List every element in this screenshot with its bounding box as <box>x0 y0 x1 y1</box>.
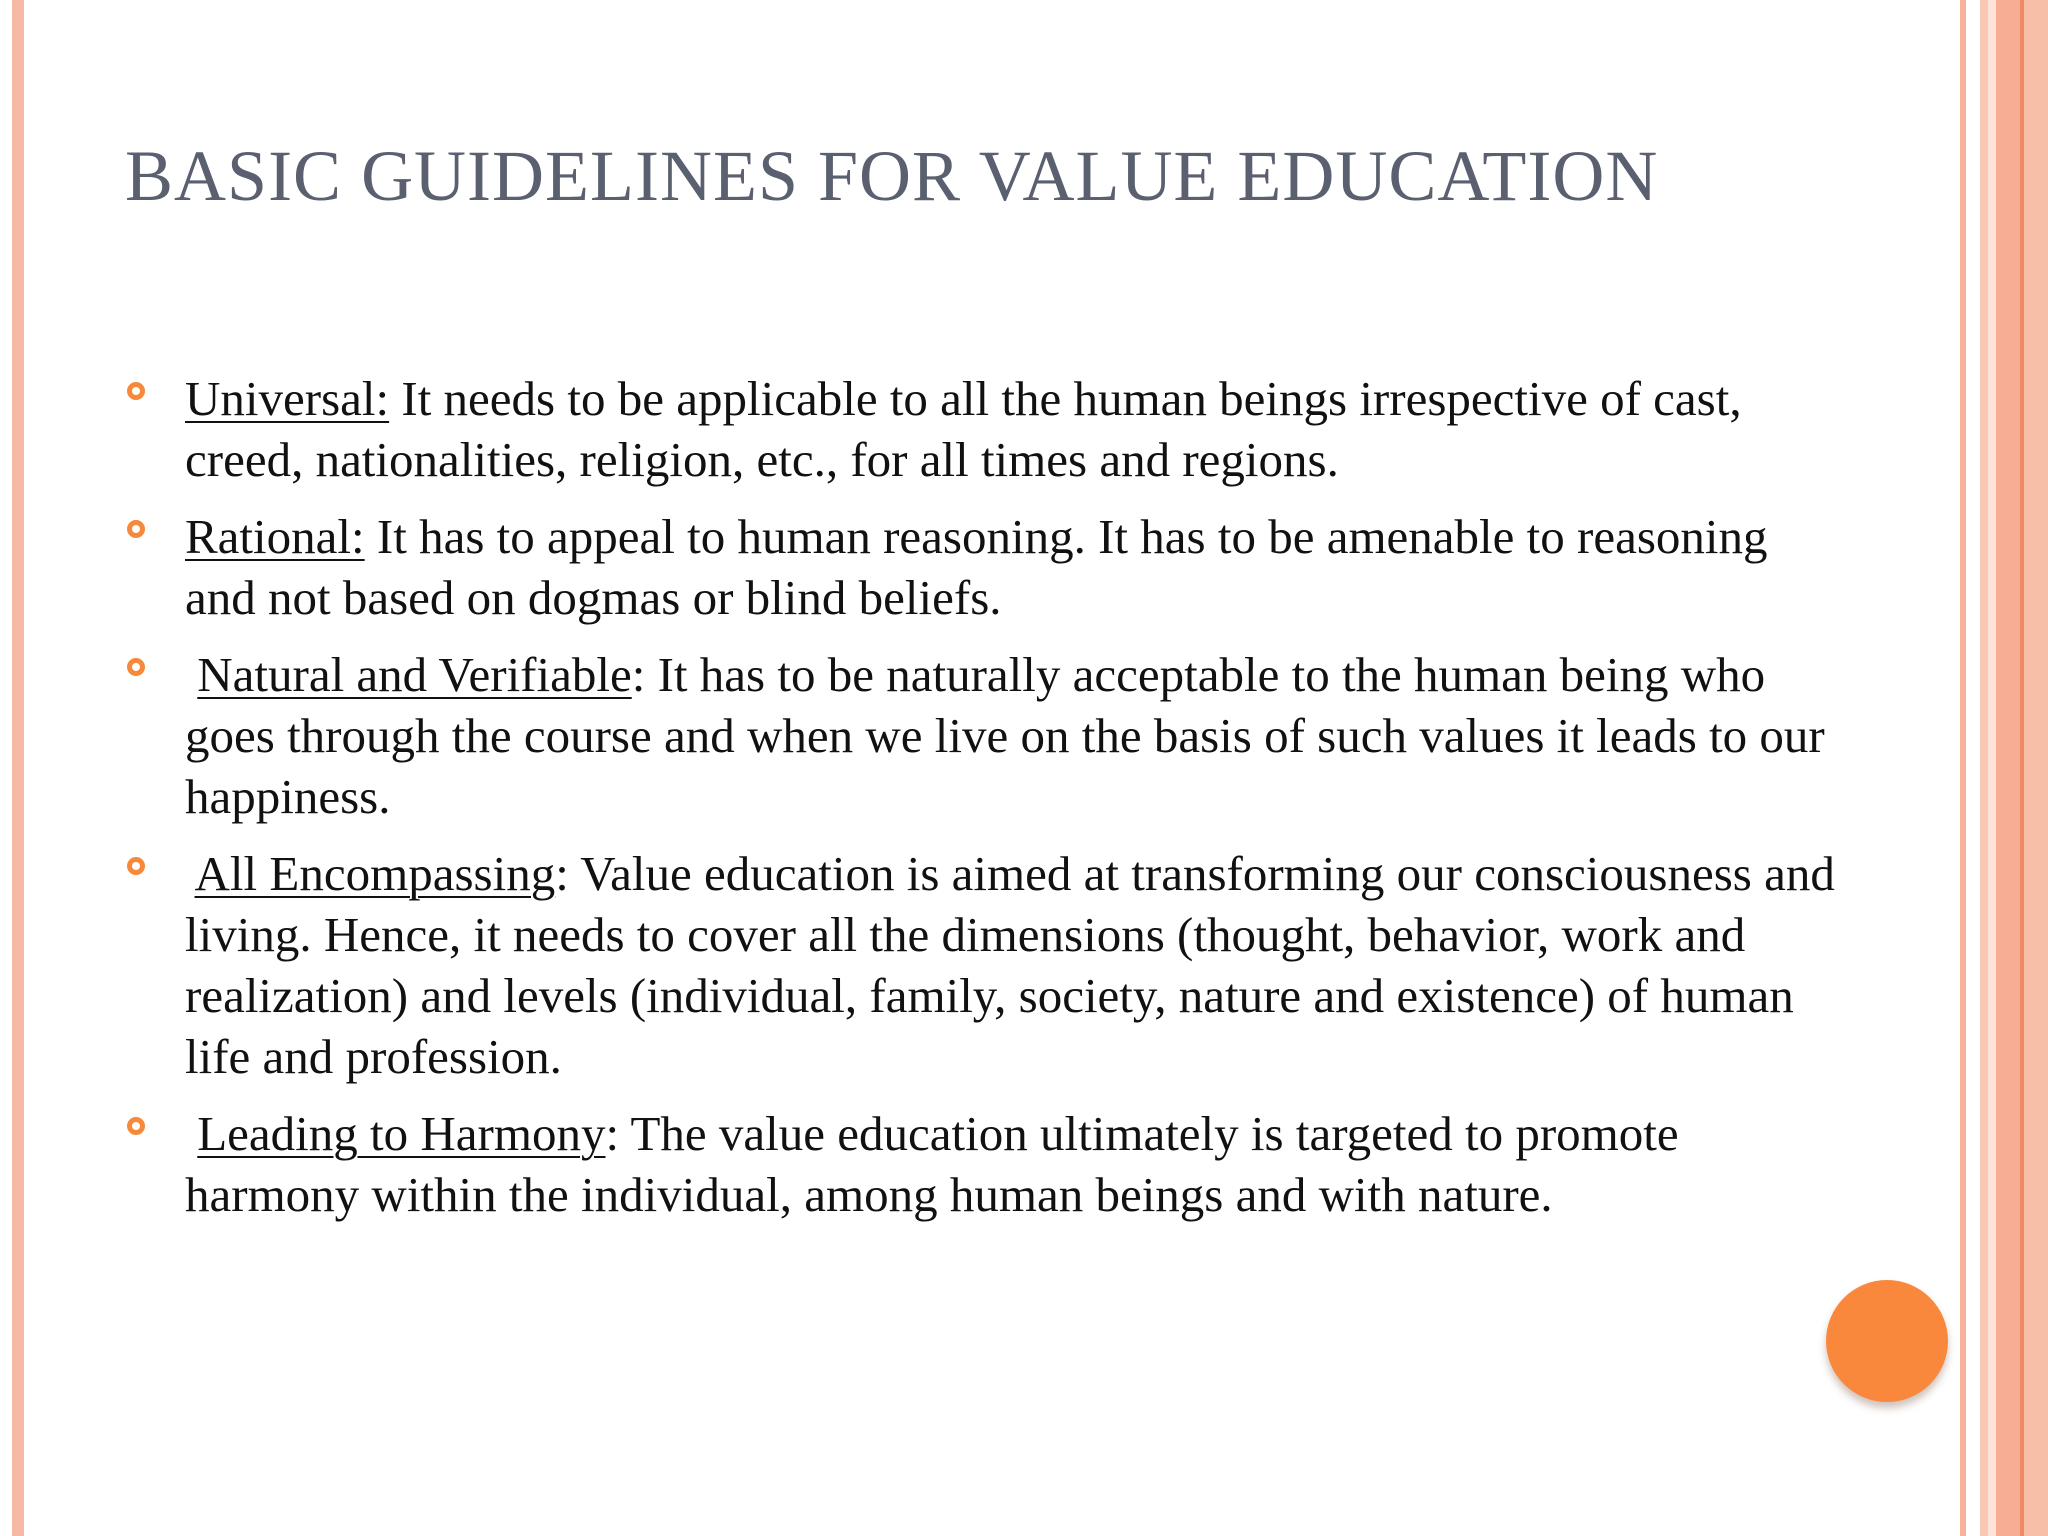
bullet-natural-verifiable <box>125 644 1845 827</box>
bullet-rational <box>125 506 1845 628</box>
bullet-term: Rational: <box>185 509 365 564</box>
right-stripe <box>2024 0 2048 1536</box>
bullet-ring-icon <box>127 658 145 676</box>
bullet-prefix <box>185 846 195 901</box>
bullet-term: Natural and Verifiable <box>197 647 632 702</box>
bullet-separator: : <box>605 1106 620 1161</box>
right-stripe-gap <box>1966 0 1980 1536</box>
bullet-description: Value education is aimed at transforming our consciousness and living. Hence, it needs to cover all the dimensions (thought, behavior, work and realization) and levels (individual, family, society, nature and existence) of human life and profession. <box>185 846 1835 1084</box>
bullet-prefix <box>185 1106 197 1161</box>
bullet-list <box>125 368 1845 1241</box>
bullet-description: It needs to be applicable to all the human beings irrespective of cast, creed, nationalities, religion, etc., for all times and regions. <box>185 371 1742 487</box>
bullet-text <box>185 1103 1845 1225</box>
bullet-text <box>185 644 1845 827</box>
right-stripe <box>1980 0 1988 1536</box>
left-accent-stripe <box>12 0 24 1536</box>
bullet-separator: : <box>631 647 646 702</box>
slide-title: BASIC GUIDELINES FOR VALUE EDUCATION <box>125 136 1659 216</box>
bullet-all-encompassing <box>125 843 1845 1087</box>
right-stripe <box>1988 0 1996 1536</box>
bullet-ring-icon <box>127 857 145 875</box>
bullet-term: Universal: <box>185 371 390 426</box>
bullet-text <box>185 843 1845 1087</box>
bullet-term: All Encompassing <box>194 846 556 901</box>
bullet-text <box>185 368 1845 490</box>
bullet-universal <box>125 368 1845 490</box>
bullet-text <box>185 506 1845 628</box>
bullet-ring-icon <box>127 382 145 400</box>
bullet-ring-icon <box>127 1117 145 1135</box>
bullet-description: It has to be naturally acceptable to the human being who goes through the course and when we live on the basis of such values it leads to our happiness. <box>185 647 1825 824</box>
bullet-prefix <box>185 647 197 702</box>
bullet-leading-to-harmony <box>125 1103 1845 1225</box>
bullet-separator: : <box>555 846 569 901</box>
right-accent-stripes <box>1960 0 2048 1536</box>
bullet-ring-icon <box>127 520 145 538</box>
bullet-description: The value education ultimately is targeted to promote harmony within the individual, among human beings and with nature. <box>185 1106 1679 1222</box>
bullet-term: Leading to Harmony <box>197 1106 606 1161</box>
bullet-description: It has to appeal to human reasoning. It has to be amenable to reasoning and not based on dogmas or blind beliefs. <box>185 509 1768 625</box>
decorative-orange-circle <box>1826 1280 1948 1402</box>
right-stripe <box>1996 0 2020 1536</box>
